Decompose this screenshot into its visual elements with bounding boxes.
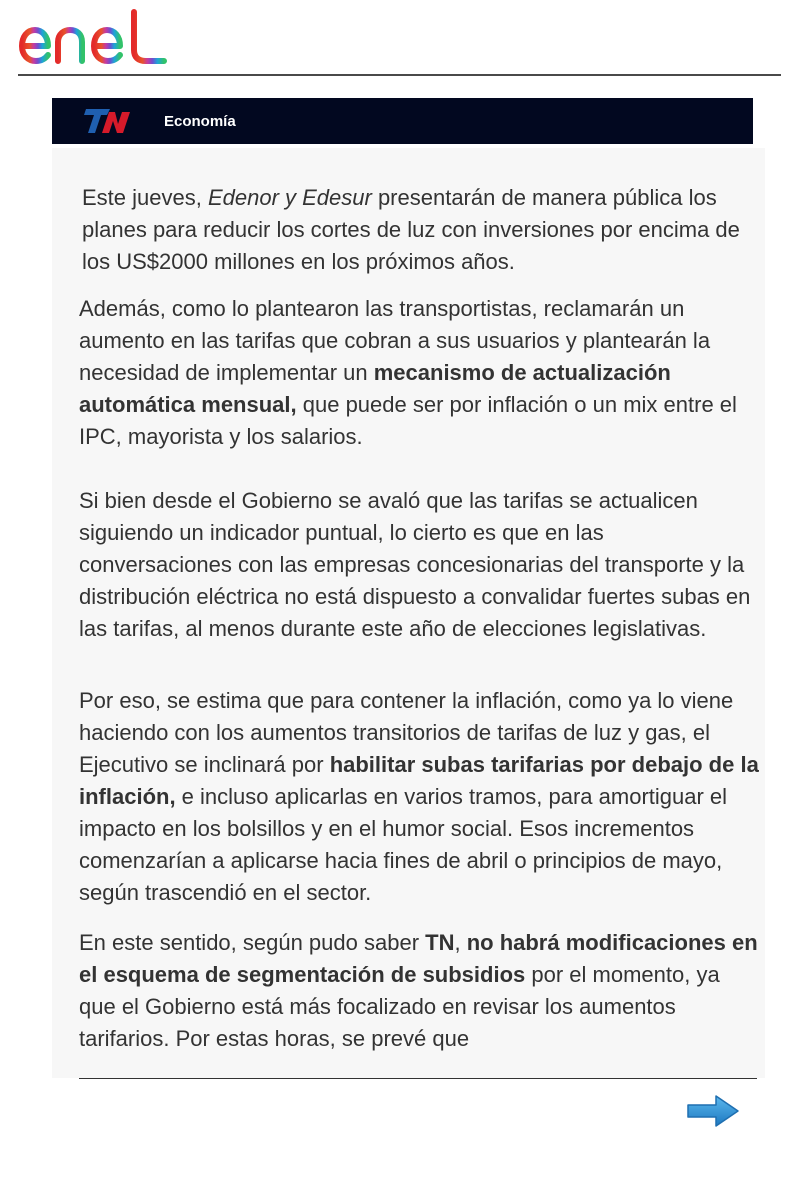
article-body: [52, 148, 765, 1078]
text-segment: En este sentido, según pudo saber: [79, 930, 426, 955]
article-paragraph-3: Si bien desde el Gobierno se avaló que las tarifas se actualicen siguiendo un indicador puntual, lo cierto es que en las conversaciones con las empresas concesionarias del transporte y la distribución eléctrica no está dispuesto a convalidar fuertes subas en las tarifas, al menos durante este año de elecciones legislativas.: [79, 488, 751, 641]
text-segment: Además, como lo plantearon las transportistas, reclamarán un aumento en las tarifas que cobran a sus usuarios y plantearán la necesidad de implementar un: [79, 296, 711, 385]
article-paragraph-5: [79, 927, 759, 1055]
highlight-bold: no habrá modificaciones en el esquema de segmentación de subsidios: [79, 930, 758, 987]
text-segment: Este jueves,: [82, 185, 208, 210]
companies-italic: Edenor y Edesur: [207, 185, 372, 210]
source-bold: TN: [425, 930, 455, 955]
section-label[interactable]: Economía: [164, 112, 236, 130]
enel-logo: [18, 8, 170, 68]
right-arrow-icon[interactable]: [686, 1094, 740, 1128]
article-paragraph-2: [79, 293, 759, 453]
text-segment: ,: [454, 930, 467, 955]
news-header-bar: [52, 98, 753, 144]
tn-logo[interactable]: [80, 106, 134, 136]
article-paragraph-1: [82, 182, 742, 278]
article-paragraph-4: [79, 685, 759, 909]
footer-divider: [79, 1078, 757, 1079]
text-segment: Por eso, se estima que para contener la inflación, como ya lo viene haciendo con los aumentos transitorios de tarifas de luz y gas, el Ejecutivo se inclinará por: [79, 688, 734, 777]
highlight-bold: mecanismo de actualización automática mensual,: [79, 360, 671, 417]
text-segment: que puede ser por inflación o un mix entre el IPC, mayorista y los salarios.: [79, 392, 737, 449]
text-segment: e incluso aplicarlas en varios tramos, para amortiguar el impacto en los bolsillos y en el humor social. Esos incrementos comenzarían a aplicarse hacia fines de abril o principios de mayo, según trascendió en el sector.: [79, 784, 728, 905]
text-segment: por el momento, ya que el Gobierno está más focalizado en revisar los aumentos tarifarios. Por estas horas, se prevé que: [79, 962, 720, 1051]
highlight-bold: habilitar subas tarifarias por debajo de la inflación,: [79, 752, 759, 809]
text-segment: presentarán de manera pública los planes para reducir los cortes de luz con inversiones por encima de los US$2000 millones en los próximos años.: [82, 185, 740, 274]
header-divider: [18, 74, 781, 76]
